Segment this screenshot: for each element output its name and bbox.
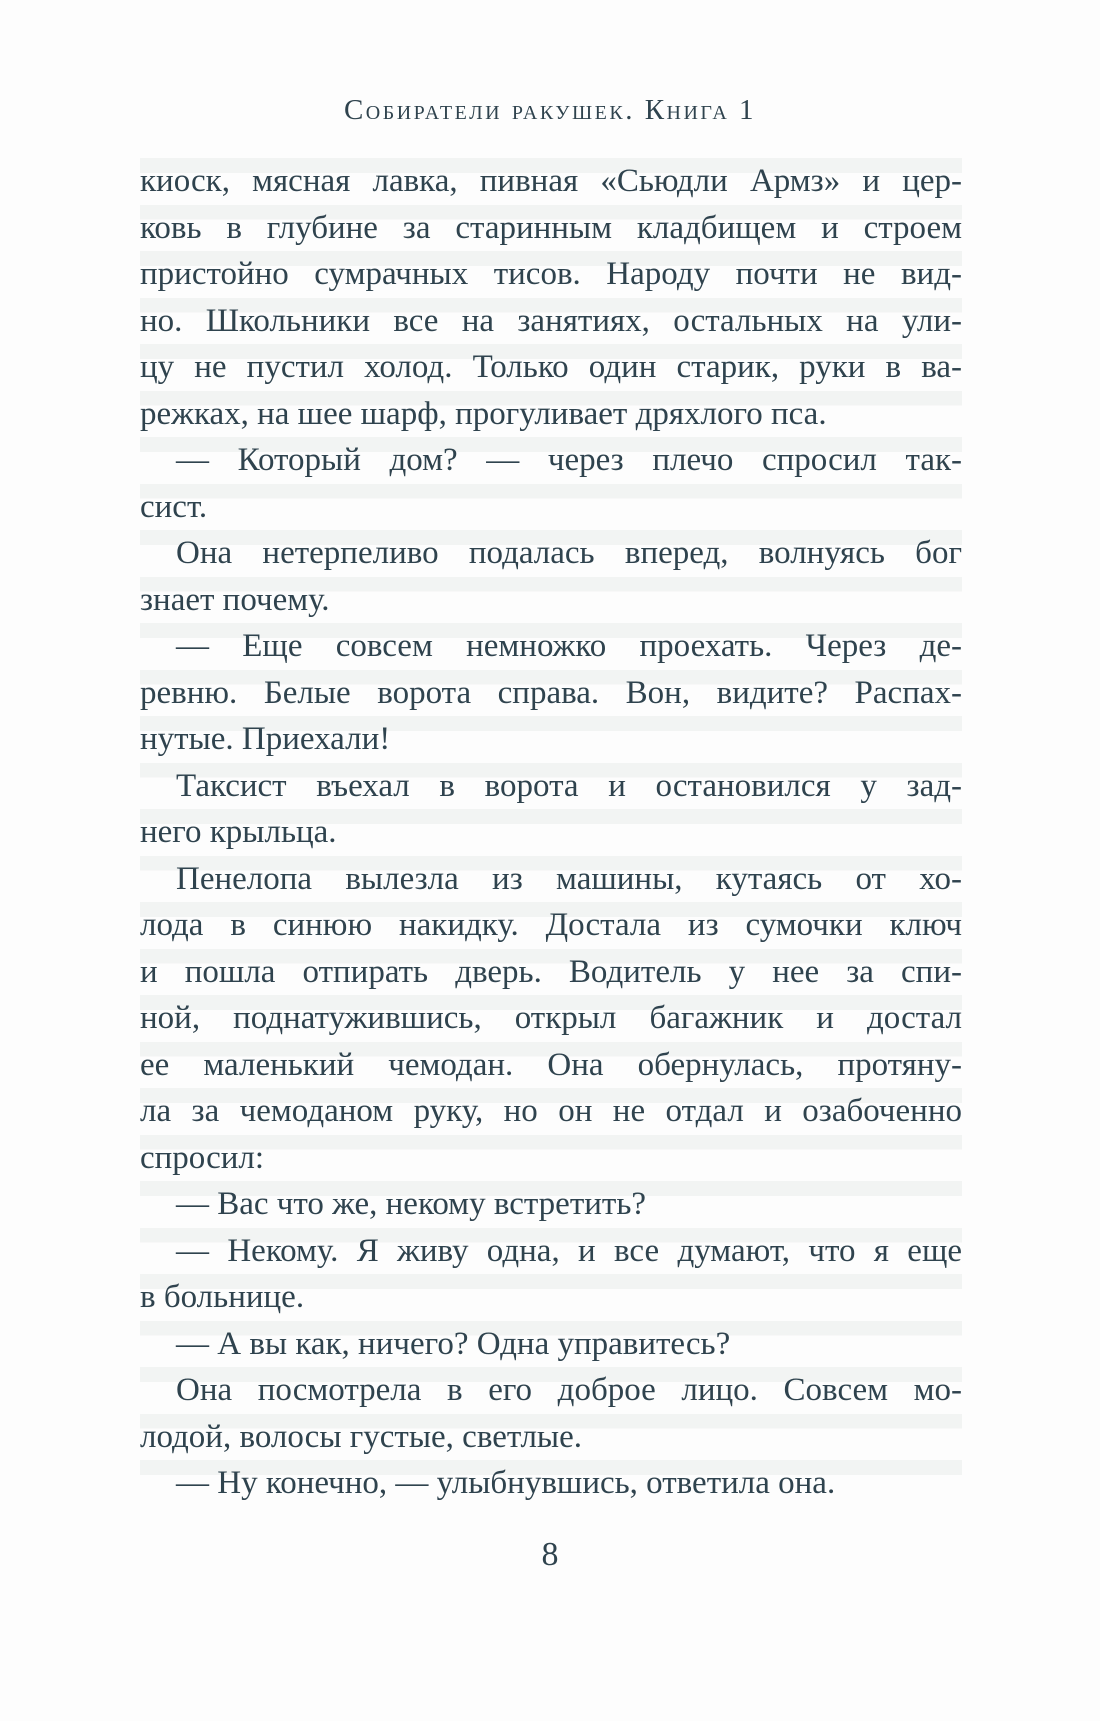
- paragraph: [140, 530, 962, 623]
- text-line: Она нетерпеливо подалась вперед, волнуясь бог: [140, 530, 962, 577]
- text-line: сист.: [140, 484, 962, 531]
- paragraph: [140, 158, 962, 437]
- body-text: [140, 158, 962, 1507]
- text-line: нутые. Приехали!: [140, 716, 962, 763]
- text-line: Пенелопа вылезла из машины, кутаясь от хо-: [140, 856, 962, 903]
- paragraph: [140, 1181, 962, 1228]
- paragraph: [140, 1367, 962, 1460]
- text-line: ной, поднатужившись, открыл багажник и достал: [140, 995, 962, 1042]
- text-line: лода в синюю накидку. Достала из сумочки ключ: [140, 902, 962, 949]
- paragraph: [140, 437, 962, 530]
- paragraph: [140, 763, 962, 856]
- paragraph: [140, 1321, 962, 1368]
- text-line: но. Школьники все на занятиях, остальных на ули-: [140, 298, 962, 345]
- text-line: и пошла отпирать дверь. Водитель у нее за спи-: [140, 949, 962, 996]
- text-line: спросил:: [140, 1135, 962, 1182]
- text-line: ревню. Белые ворота справа. Вон, видите? Распах-: [140, 670, 962, 717]
- text-line: — Еще совсем немножко проехать. Через де-: [140, 623, 962, 670]
- text-line: цу не пустил холод. Только один старик, руки в ва-: [140, 344, 962, 391]
- running-header: Собиратели ракушек. Книга 1: [343, 94, 757, 126]
- text-line: — Вас что же, некому встретить?: [140, 1181, 962, 1228]
- text-line: него крыльца.: [140, 809, 962, 856]
- text-line: знает почему.: [140, 577, 962, 624]
- text-line: — Ну конечно, — улыбнувшись, ответила она.: [140, 1460, 962, 1507]
- text-line: ее маленький чемодан. Она обернулась, протяну-: [140, 1042, 962, 1089]
- page-number: 8: [541, 1536, 559, 1573]
- text-line: — А вы как, ничего? Одна управитесь?: [140, 1321, 962, 1368]
- text-line: киоск, мясная лавка, пивная «Сьюдли Армз» и цер-: [140, 158, 962, 205]
- text-line: в больнице.: [140, 1274, 962, 1321]
- paragraph: [140, 1460, 962, 1507]
- text-line: режках, на шее шарф, прогуливает дряхлого пса.: [140, 391, 962, 438]
- text-line: ла за чемоданом руку, но он не отдал и озабоченно: [140, 1088, 962, 1135]
- text-line: лодой, волосы густые, светлые.: [140, 1414, 962, 1461]
- text-line: Она посмотрела в его доброе лицо. Совсем мо-: [140, 1367, 962, 1414]
- text-line: Таксист въехал в ворота и остановился у зад-: [140, 763, 962, 810]
- text-line: ковь в глубине за старинным кладбищем и строем: [140, 205, 962, 252]
- text-line: пристойно сумрачных тисов. Народу почти не вид-: [140, 251, 962, 298]
- text-line: — Некому. Я живу одна, и все думают, что я еще: [140, 1228, 962, 1275]
- paragraph: [140, 1228, 962, 1321]
- paragraph: [140, 623, 962, 763]
- text-line: — Который дом? — через плечо спросил так-: [140, 437, 962, 484]
- paragraph: [140, 856, 962, 1182]
